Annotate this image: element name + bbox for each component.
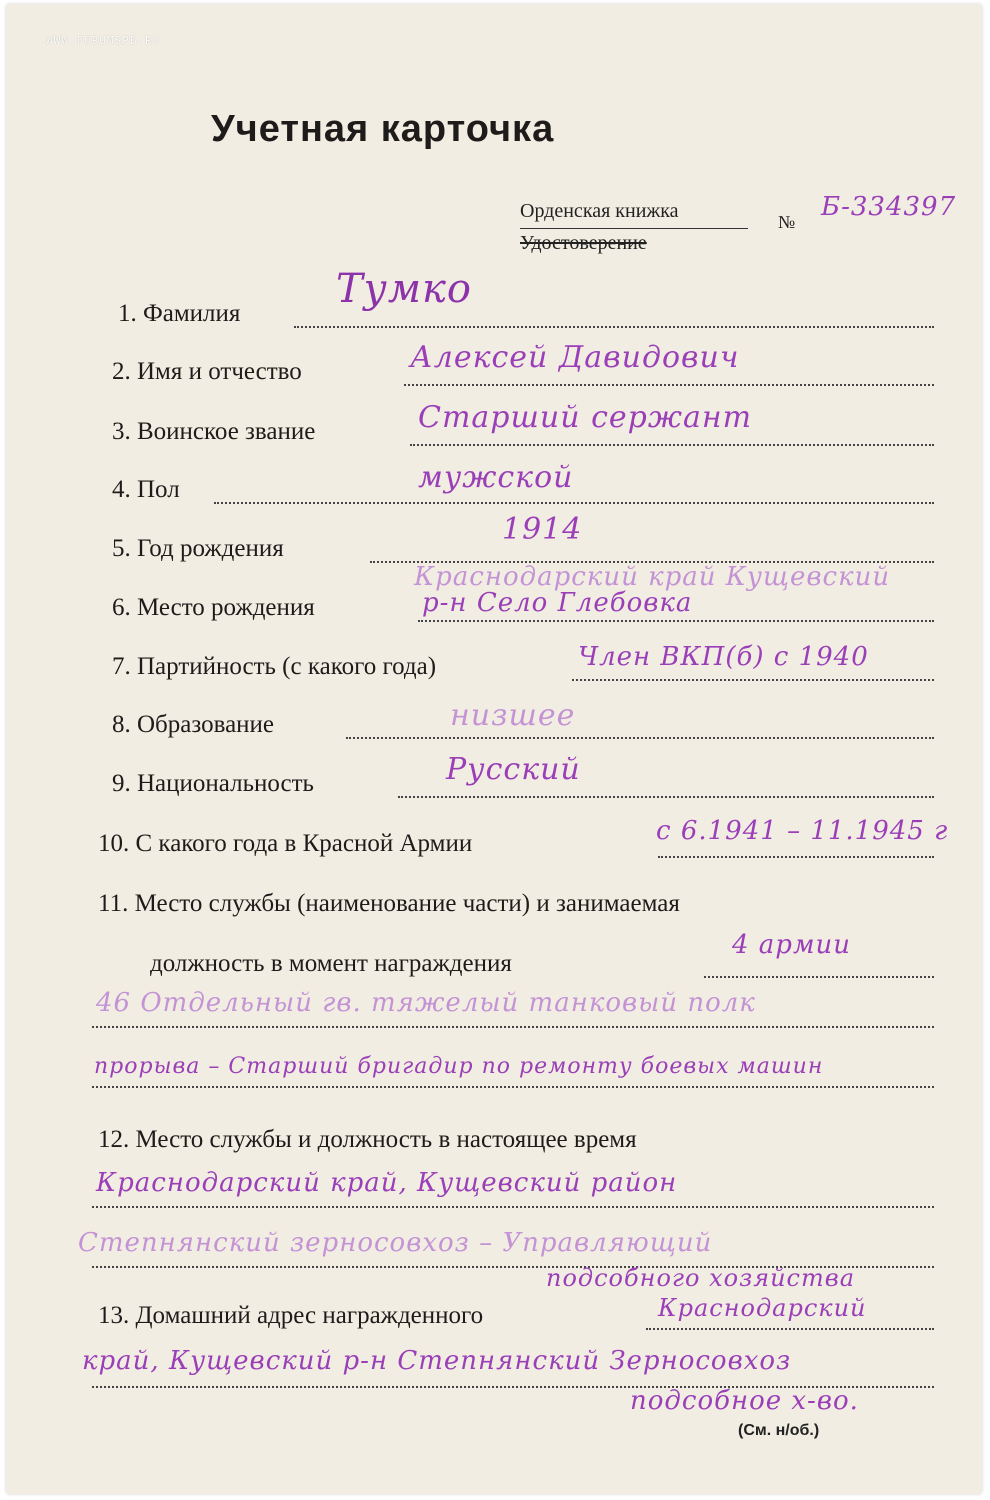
field-7-line <box>572 679 934 681</box>
field-11-line-3 <box>92 1086 934 1088</box>
field-12-label: 12. Место службы и должность в настоящее время <box>98 1126 637 1153</box>
field-13-label: 13. Домашний адрес награжденного <box>98 1302 484 1329</box>
award-record-card <box>6 4 982 1494</box>
field-5-label: 5. Год рождения <box>112 535 284 562</box>
field-8-value: низшее <box>450 698 576 733</box>
field-7-value: Член ВКП(б) с 1940 <box>578 642 869 672</box>
field-4-value: мужской <box>418 460 574 495</box>
field-12-value-line3: подсобного хозяйства <box>546 1264 856 1292</box>
field-2-label: 2. Имя и отчество <box>112 358 302 385</box>
field-11-label-line2: должность в момент награждения <box>150 950 512 977</box>
order-book-number: Б-334397 <box>821 192 957 222</box>
watermark: WWW.FORUMSPB.RU <box>46 34 161 47</box>
card-title: Учетная карточка <box>211 108 555 150</box>
field-13-value-line3: подсобное х-во. <box>630 1386 859 1416</box>
field-8-line <box>346 737 934 739</box>
field-2-value: Алексей Давидович <box>410 340 740 375</box>
certificate-label-struck: Удостоверение <box>520 232 647 254</box>
field-3-label: 3. Воинское звание <box>112 418 316 445</box>
field-11-value-line1: 4 армии <box>732 930 851 960</box>
number-sign: № <box>778 212 796 232</box>
field-6-label: 6. Место рождения <box>112 594 315 621</box>
field-10-line <box>658 856 934 858</box>
field-1-line <box>294 326 934 328</box>
field-11-value-line3: прорыва – Старший бригадир по ремонту боевых машин <box>94 1054 824 1079</box>
field-2-line <box>404 384 934 386</box>
field-7-label: 7. Партийность (с какого года) <box>112 653 437 680</box>
field-12-line-1 <box>92 1206 934 1208</box>
order-book-label: Орденская книжка <box>520 200 679 222</box>
field-11-label-line1: 11. Место службы (наименование части) и занимаемая <box>98 890 680 917</box>
field-4-line <box>214 502 934 504</box>
field-10-value: с 6.1941 – 11.1945 г <box>656 816 949 846</box>
field-1-value: Тумко <box>336 266 473 312</box>
field-11-value-line2: 46 Отдельный гв. тяжелый танковый полк <box>96 988 756 1018</box>
footnote: (См. н/об.) <box>738 1422 820 1439</box>
order-book-underline <box>520 228 748 229</box>
field-13-line-1 <box>646 1328 934 1330</box>
field-8-label: 8. Образование <box>112 711 275 738</box>
field-3-line <box>410 444 934 446</box>
field-6-line <box>418 620 934 622</box>
field-1-label: 1. Фамилия <box>118 300 241 327</box>
field-9-label: 9. Национальность <box>112 770 314 797</box>
field-10-label: 10. С какого года в Красной Армии <box>98 830 473 857</box>
field-11-line-2 <box>92 1026 934 1028</box>
field-4-label: 4. Пол <box>112 476 180 503</box>
field-12-value-line2: Степнянский зерносовхоз – Управляющий <box>78 1228 713 1258</box>
field-3-value: Старший сержант <box>418 400 753 435</box>
field-5-value: 1914 <box>502 512 583 547</box>
field-6-value-line2: р-н Село Глебовка <box>422 588 693 618</box>
field-9-value: Русский <box>446 752 581 787</box>
field-11-line-1 <box>704 976 934 978</box>
field-6-value-line1: Краснодарский край Кущевский <box>414 562 891 592</box>
field-9-line <box>398 796 934 798</box>
field-13-value-line1: Краснодарский <box>658 1294 867 1322</box>
field-13-value-line2: край, Кущевский р-н Степнянский Зерносовхоз <box>82 1346 792 1376</box>
field-12-value-line1: Краснодарский край, Кущевский район <box>96 1168 678 1198</box>
